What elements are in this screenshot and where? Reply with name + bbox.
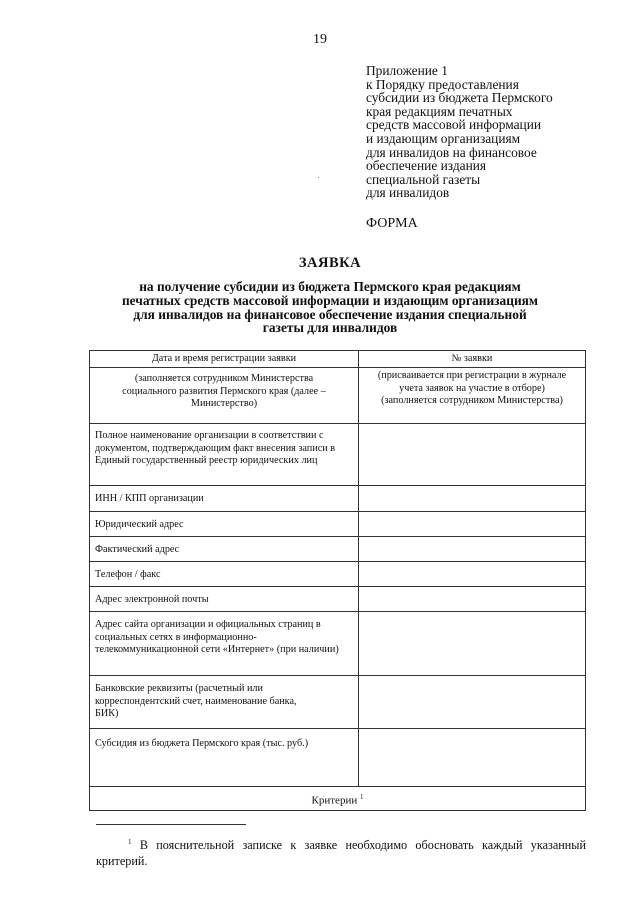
registration-number-header: № заявки xyxy=(359,351,586,368)
footnote-first-line xyxy=(96,834,586,853)
criteria-label: Критерии xyxy=(311,794,358,807)
table-row xyxy=(90,676,586,729)
table-row xyxy=(90,787,586,811)
form-label: ФОРМА xyxy=(366,216,418,231)
document-subtitle xyxy=(60,280,600,335)
appendix-line: для инвалидов xyxy=(366,185,450,201)
appendix-line: и издающим организациям xyxy=(366,130,521,146)
row-label-bank-details: Банковские реквизиты (расчетный или корреспондентский счет, наименование банка, БИК) xyxy=(90,676,359,729)
row-value-email[interactable] xyxy=(359,587,586,612)
row-value-bank-details[interactable] xyxy=(359,676,586,729)
table-row xyxy=(90,351,586,368)
row-value-website[interactable] xyxy=(359,612,586,676)
row-label-subsidy: Субсидия из бюджета Пермского края (тыс. руб.) xyxy=(90,729,359,787)
subtitle-line: для инвалидов на финансовое обеспечение издания специальной xyxy=(133,306,527,322)
table-row xyxy=(90,562,586,587)
row-label-website: Адрес сайта организации и официальных страниц в социальных сетях в информационно-телекоммуникационной сети «Интернет» (при наличии) xyxy=(90,612,359,676)
table-row xyxy=(90,537,586,562)
appendix-line: обеспечение издания xyxy=(366,158,487,174)
table-row xyxy=(90,512,586,537)
row-value-inn-kpp[interactable] xyxy=(359,486,586,512)
footnote-text: В пояснительной записке к заявке необходимо обосновать каждый указанный xyxy=(139,838,587,853)
table-row xyxy=(90,729,586,787)
application-form-table xyxy=(89,350,586,811)
registration-number-note: (присваивается при регистрации в журнале учета заявок на участие в отборе) (заполняется сотрудником Министерства) xyxy=(359,368,586,424)
table-row xyxy=(90,587,586,612)
row-value-actual-address[interactable] xyxy=(359,537,586,562)
table-row xyxy=(90,368,586,424)
appendix-line: специальной газеты xyxy=(366,171,481,187)
footnote-divider xyxy=(96,824,246,825)
footnote xyxy=(96,834,586,869)
footnote-mark: 1 xyxy=(128,838,132,846)
registration-date-header: Дата и время регистрации заявки xyxy=(90,351,359,368)
row-label-phone-fax: Телефон / факс xyxy=(90,562,359,587)
appendix-line: средств массовой информации xyxy=(366,117,542,133)
appendix-line: к Порядку предоставления xyxy=(366,76,519,92)
scan-speck xyxy=(318,177,319,178)
row-label-email: Адрес электронной почты xyxy=(90,587,359,612)
appendix-line: для инвалидов на финансовое xyxy=(366,144,537,160)
document-title-block xyxy=(60,255,600,335)
subtitle-line: печатных средств массовой информации и издающим организациям xyxy=(121,292,539,308)
row-value-legal-address[interactable] xyxy=(359,512,586,537)
subtitle-line: на получение субсидии из бюджета Пермского края редакциям xyxy=(139,279,521,294)
row-label-inn-kpp: ИНН / КПП организации xyxy=(90,486,359,512)
criteria-header xyxy=(90,787,586,811)
table-row xyxy=(90,612,586,676)
row-value-subsidy[interactable] xyxy=(359,729,586,787)
appendix-line: субсидии из бюджета Пермского xyxy=(366,90,553,106)
table-row xyxy=(90,424,586,486)
footnote-reference: 1 xyxy=(359,793,364,802)
footnote-text-continued: критерий. xyxy=(96,854,148,869)
appendix-line: края редакциям печатных xyxy=(366,103,513,119)
row-label-legal-address: Юридический адрес xyxy=(90,512,359,537)
row-value-full-name[interactable] xyxy=(359,424,586,486)
table-row xyxy=(90,486,586,512)
row-value-phone-fax[interactable] xyxy=(359,562,586,587)
row-label-actual-address: Фактический адрес xyxy=(90,537,359,562)
appendix-line: Приложение 1 xyxy=(366,63,448,78)
subtitle-line: газеты для инвалидов xyxy=(262,320,398,336)
registration-date-note: (заполняется сотрудником Министерства социального развития Пермского края (далее – Министерство) xyxy=(90,368,359,424)
document-title: ЗАЯВКА xyxy=(298,255,362,271)
row-label-full-name: Полное наименование организации в соответствии с документом, подтверждающим факт внесения записи в Единый государственный реестр юридических лиц xyxy=(90,424,359,486)
appendix-heading xyxy=(366,64,626,200)
page-number: 19 xyxy=(313,32,327,47)
